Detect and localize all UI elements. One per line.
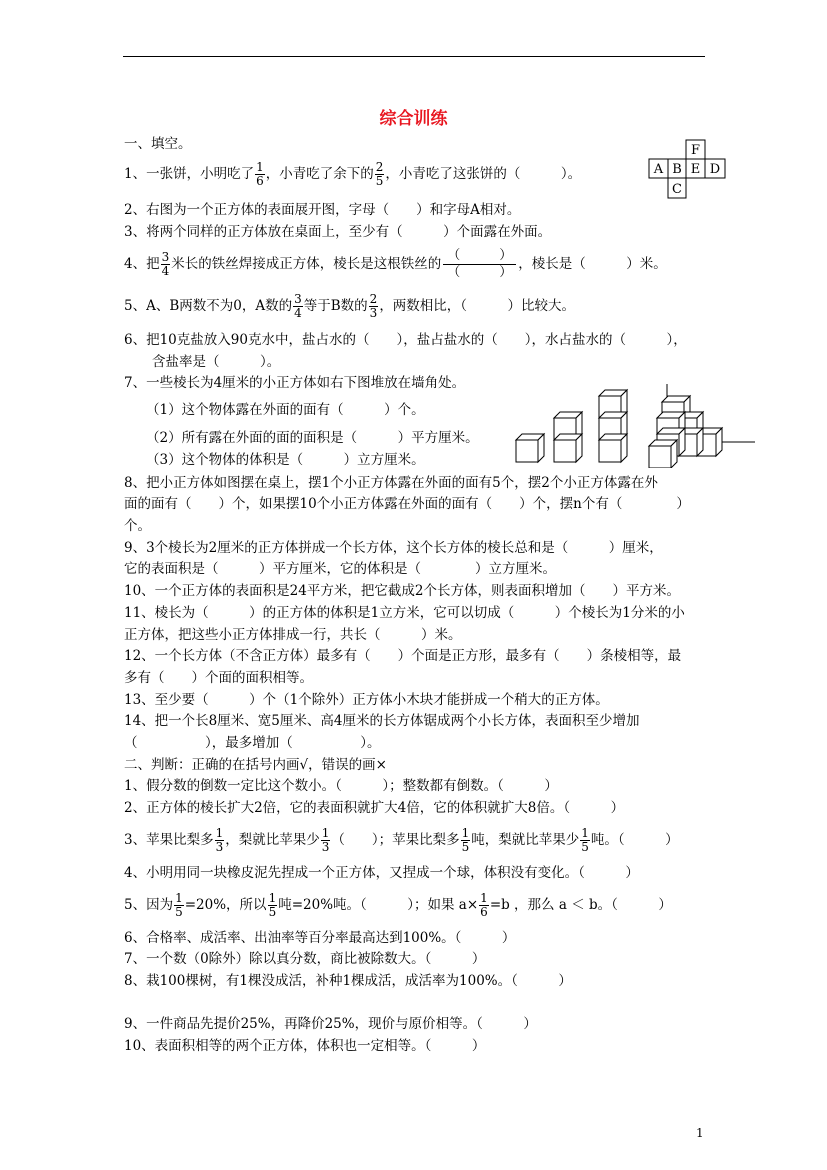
cube-net-figure (648, 139, 730, 203)
fraction: $\frac{1}{5}$ (581, 826, 589, 854)
question-6-line1: 6、把10克盐放入90克水中，盐占水的（ ），盐占盐水的（ ），水占盐水的（ ）， (124, 332, 687, 348)
header-rule (123, 56, 705, 57)
blank-fraction: （ ） （ ） (443, 248, 516, 281)
net-letter-b: B (672, 162, 682, 177)
fraction: $\frac{1}{5}$ (461, 826, 470, 854)
fraction: $\frac{1}{5}$ (175, 891, 183, 919)
question-2: 2、右图为一个正方体的表面展开图，字母（ ）和字母A相对。 (124, 202, 521, 218)
question-5: 5、A、B两数不为0，A数的 $\frac{3}{4}$ 等于B数的 $\frac{2}{3}$ ，两数相比，（ ）比较大。 (124, 292, 576, 320)
judge-1: 1、假分数的倒数一定比这个数小。（ ）；整数都有倒数。（ ） (124, 778, 558, 794)
judge-5: 5、因为 $\frac{1}{5}$ =20%，所以 $\frac{1}{5}$ 吨=20%吨。（ ）；如果 a× $\frac{1}{6}$ =b ，那么 a ＜ b。（ ） (124, 891, 672, 919)
net-letter-d: D (709, 162, 721, 177)
question-3: 3、将两个同样的正方体放在桌面上，至少有（ ）个面露在外面。 (124, 224, 552, 240)
question-7-1: （1）这个物体露在外面的面有（ ）个。 (146, 402, 425, 418)
question-14-line1: 14、把一个长8厘米、宽5厘米、高4厘米的长方体锯成两个小长方体，表面积至少增加 (124, 713, 640, 729)
question-8-line1: 8、把小正方体如图摆在桌上，摆1个小正方体露在外面的面有5个，摆2个小正方体露在外 (124, 475, 658, 491)
fraction: $\frac{3}{4}$ (294, 292, 302, 320)
question-11-line2: 正方体，把这些小正方体排成一行，共长（ ）米。 (124, 627, 462, 643)
judge-6: 6、合格率、成活率、出油率等百分率最高达到100%。（ ） (124, 930, 516, 946)
judge-9: 9、一件商品先提价25%，再降价25%，现价与原价相等。（ ） (124, 1016, 537, 1032)
judge-10: 10、表面积相等的两个正方体，体积也一定相等。（ ） (124, 1038, 486, 1054)
net-letter-c: C (672, 182, 682, 197)
section1-heading: 一、填空。 (124, 136, 192, 152)
page-number: 1 (696, 1126, 704, 1140)
question-7: 7、一些棱长为4厘米的小正方体如右下图堆放在墙角处。 (124, 375, 466, 391)
question-14-line2: （ ），最多增加（ ）。 (124, 735, 381, 751)
fraction: $\frac{1}{3}$ (215, 826, 224, 854)
corner-stack (649, 384, 755, 468)
stack-1 (516, 434, 544, 462)
question-1: 1、一张饼，小明吃了 $\frac{1}{6}$ ，小青吃了余下的 $\frac{2}{5}$ ，小青吃了这张饼的（ ）。 (124, 160, 582, 188)
net-letter-e: E (690, 162, 701, 177)
judge-2: 2、正方体的棱长扩大2倍，它的表面积就扩大4倍，它的体积就扩大8倍。（ ） (124, 800, 625, 816)
question-12-line1: 12、一个长方体（不含正方体）最多有（ ）个面是正方形，最多有（ ）条棱相等，最 (124, 648, 682, 664)
fraction: $\frac{1}{6}$ (480, 891, 488, 919)
question-7-2: （2）所有露在外面的面的面积是（ ）平方厘米。 (146, 430, 479, 446)
fraction: $\frac{3}{4}$ (161, 250, 170, 278)
judge-4: 4、小明用同一块橡皮泥先捏成一个正方体，又捏成一个球，体积没有变化。（ ） (124, 865, 639, 881)
stacked-cubes-figure (512, 384, 756, 468)
page-title: 综合训练 (379, 109, 448, 129)
question-12-line2: 多有（ ）个面的面积相等。 (124, 670, 313, 686)
question-13: 13、至少要（ ）个（1个除外）正方体小木块才能拼成一个稍大的正方体。 (124, 692, 609, 708)
fraction: $\frac{2}{3}$ (369, 292, 378, 320)
question-9-line2: 它的表面积是（ ）平方厘米，它的体积是（ ）立方厘米。 (124, 561, 556, 577)
question-7-3: （3）这个物体的体积是（ ）立方厘米。 (146, 452, 425, 468)
judge-7: 7、一个数（0除外）除以真分数，商比被除数大。（ ） (124, 951, 486, 967)
question-4: 4、把 $\frac{3}{4}$ 米长的铁丝焊接成正方体，棱长是这根铁丝的 （ ） （ ） ，棱长是（ ）米。 (124, 248, 667, 280)
judge-8: 8、栽100棵树，有1棵没成活，补种1棵成活，成活率为100%。（ ） (124, 973, 572, 989)
fraction: $\frac{1}{3}$ (321, 826, 330, 854)
fraction: $\frac{1}{6}$ (256, 160, 264, 188)
question-10: 10、一个正方体的表面积是24平方米，把它截成2个长方体，则表面积增加（ ）平方米。 (124, 583, 680, 599)
question-9-line1: 9、3个棱长为2厘米的正方体拼成一个长方体，这个长方体的棱长总和是（ ）厘米， (124, 540, 663, 556)
question-8-line2: 面的面有（ ）个，如果摆10个小正方体露在外面的面有（ ）个，摆n个有（ ） (124, 496, 690, 512)
net-letter-a: A (653, 162, 664, 177)
judge-3: 3、苹果比梨多 $\frac{1}{3}$ ，梨就比苹果少 $\frac{1}{3}$ （ ）；苹果比梨多 $\frac{1}{5}$ 吨，梨就比苹果少 $\frac{1}{5}$ 吨。（ ） (124, 826, 679, 854)
stack-2 (554, 412, 582, 462)
question-11-line1: 11、棱长为（ ）的正方体的体积是1立方米，它可以切成（ ）个棱长为1分米的小 (124, 605, 685, 621)
fraction: $\frac{2}{5}$ (375, 160, 384, 188)
question-8-line3: 个。 (124, 518, 151, 534)
fraction: $\frac{1}{5}$ (268, 891, 277, 919)
stack-3 (599, 390, 627, 462)
section2-heading: 二、判断：正确的在括号内画√，错误的画× (124, 757, 387, 773)
net-letter-f: F (690, 143, 701, 158)
question-6-line2: 含盐率是（ ）。 (152, 354, 281, 370)
